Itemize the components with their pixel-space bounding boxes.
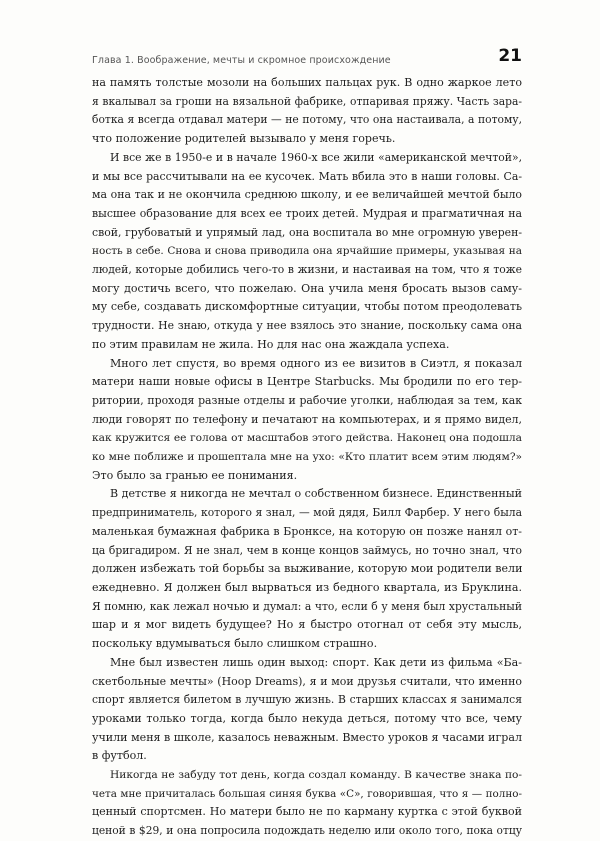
- text-line: ежедневно. Я должен был вырваться из бедного квартала, из Бруклина.: [92, 580, 522, 594]
- text-line: и мы все рассчитывали на ее кусочек. Мать вбила это в наши головы. Са-: [92, 169, 522, 183]
- text-line: высшее образование для всех ее троих детей. Мудрая и прагматичная на: [92, 206, 522, 220]
- text-line: матери наши новые офисы в Центре Starbucks. Мы бродили по его тер-: [92, 375, 522, 389]
- paragraph: [92, 149, 522, 355]
- body-text: [92, 74, 522, 841]
- text-line: ботка я всегда отдавал матери — не потому, что она настаивала, а потому,: [92, 113, 522, 127]
- running-head: Глава 1. Воображение, мечты и скромное происхождение: [92, 55, 391, 66]
- text-line: му себе, создавать дискомфортные ситуации, чтобы потом преодолевать: [92, 300, 522, 314]
- text-line: свой, грубоватый и упрямый лад, она воспитала во мне огромную уверен-: [92, 225, 522, 239]
- text-line: ритории, проходя разные отделы и рабочие уголки, наблюдая за тем, как: [92, 393, 522, 407]
- text-line: И все же в 1950-е и в начале 1960-х все жили «американской мечтой»,: [110, 150, 522, 164]
- text-line: в футбол.: [92, 749, 147, 763]
- paragraph: [92, 74, 522, 149]
- text-line: чета мне причиталась большая синяя буква «С», говорившая, что я — полно-: [92, 787, 522, 800]
- text-line: шар и я мог видеть будущее? Но я быстро отогнал от себя эту мысль,: [92, 618, 522, 632]
- text-line: могу достичь всего, что пожелаю. Она учила меня бросать вызов саму-: [92, 281, 522, 295]
- text-line: люди говорят по телефону и печатают на компьютерах, и я прямо видел,: [92, 412, 522, 426]
- text-line: уроками только тогда, когда было некуда деться, потому что все, чему: [92, 711, 522, 725]
- text-line: ко мне поближе и прошептала мне на ухо: «Кто платит всем этим людям?»: [92, 450, 522, 464]
- text-line: маленькая бумажная фабрика в Бронксе, на которую он позже нанял от-: [92, 524, 522, 538]
- text-line: людей, которые добились чего-то в жизни, и настаивая на том, что я тоже: [92, 263, 522, 277]
- text-line: предприниматель, которого я знал, — мой дядя, Билл Фарбер. У него была: [92, 506, 522, 520]
- text-line: спорт является билетом в лучшую жизнь. В старших классах я занимался: [92, 693, 522, 707]
- text-line: учили меня в школе, казалось неважным. Вместо уроков я часами играл: [92, 730, 522, 744]
- page-number: 21: [498, 46, 522, 66]
- text-line: скетбольные мечты» (Hoop Dreams), я и мои друзья считали, что именно: [92, 674, 522, 688]
- text-line: ность в себе. Снова и снова приводила она ярчайшие примеры, указывая на: [92, 245, 522, 258]
- text-line: что положение родителей вызывало у меня горечь.: [92, 132, 396, 146]
- paragraph: [92, 355, 522, 486]
- text-line: Много лет спустя, во время одного из ее визитов в Сиэтл, я показал: [110, 356, 522, 370]
- text-line: В детстве я никогда не мечтал о собственном бизнесе. Единственный: [110, 487, 522, 501]
- text-line: ма она так и не окончила среднюю школу, и ее величайшей мечтой было: [92, 188, 522, 202]
- paragraph: [92, 766, 522, 841]
- text-line: Это было за гранью ее понимания.: [92, 468, 298, 482]
- text-line: Мне был известен лишь один выход: спорт. Как дети из фильма «Ба-: [110, 655, 522, 669]
- text-line: Я помню, как лежал ночью и думал: а что, если б у меня был хрустальный: [92, 599, 522, 613]
- text-line: я вкалывал за гроши на вязальной фабрике, отпаривая пряжу. Часть зара-: [92, 94, 522, 108]
- text-line: трудности. Не знаю, откуда у нее взялось это знание, поскольку сама она: [92, 319, 522, 333]
- text-line: Никогда не забуду тот день, когда создал команду. В качестве знака по-: [110, 768, 522, 782]
- text-line: ца бригадиром. Я не знал, чем в конце концов займусь, но точно знал, что: [92, 543, 522, 557]
- text-line: ценный спортсмен. Но матери было не по карману куртка с этой буквой: [92, 805, 522, 819]
- page-header: [92, 44, 522, 66]
- text-line: как кружится ее голова от масштабов этого действа. Наконец она подошла: [92, 431, 522, 445]
- paragraph: [92, 654, 522, 766]
- text-line: поскольку вдумываться было слишком страшно.: [92, 637, 378, 651]
- paragraph: [92, 485, 522, 653]
- text-line: на память толстые мозоли на больших пальцах рук. В одно жаркое лето: [92, 76, 522, 89]
- text-line: по этим правилам не жила. Но для нас она жаждала успеха.: [92, 337, 450, 351]
- text-line: должен избежать той борьбы за выживание, которую мои родители вели: [92, 562, 523, 576]
- text-line: ценой в $29, и она попросила подождать неделю или около того, пока отцу: [92, 824, 522, 838]
